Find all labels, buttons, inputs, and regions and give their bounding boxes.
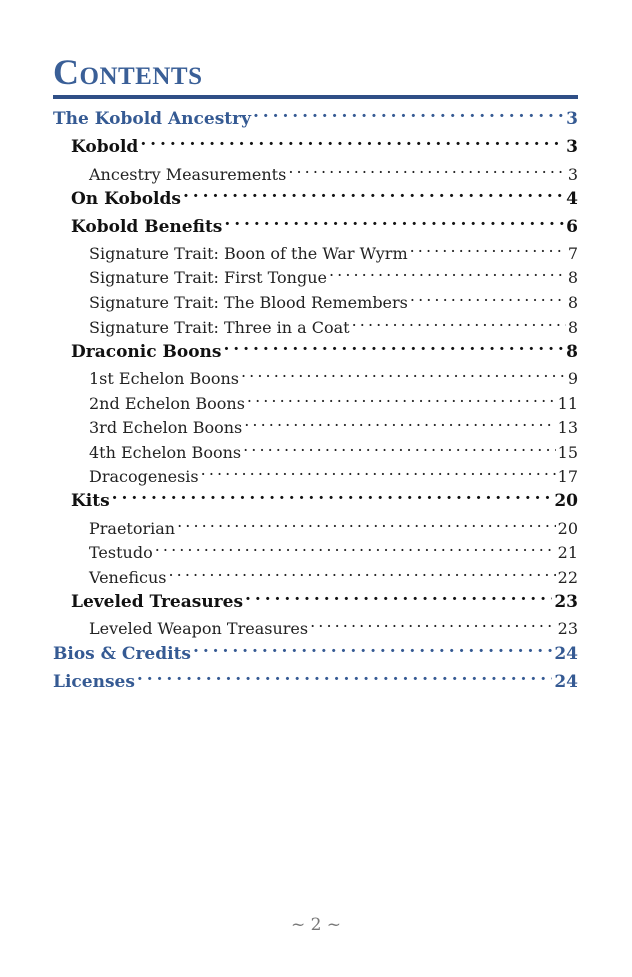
toc-entry-page: 3 xyxy=(567,165,578,184)
toc-entry-page: 7 xyxy=(567,244,578,263)
toc-leader-dots xyxy=(193,635,552,659)
toc-entry[interactable] xyxy=(53,559,578,587)
page-number-footer: ~ 2 ~ xyxy=(290,915,342,935)
toc-leader-dots xyxy=(201,458,556,482)
toc-entry-page: 13 xyxy=(557,418,578,437)
toc-entry-label: On Kobolds xyxy=(71,189,181,209)
toc-entry[interactable] xyxy=(53,259,578,287)
toc-entry-label: Draconic Boons xyxy=(71,342,222,362)
toc-entry[interactable] xyxy=(53,583,578,612)
toc-entry-label: Testudo xyxy=(89,543,153,562)
toc-leader-dots xyxy=(241,360,566,384)
toc-leader-dots xyxy=(310,610,556,634)
toc-entry[interactable] xyxy=(53,610,578,638)
toc-entry-page: 21 xyxy=(557,543,578,562)
toc-entry[interactable] xyxy=(53,156,578,184)
toc-entry-page: 20 xyxy=(554,491,578,511)
toc-entry-label: 3rd Echelon Boons xyxy=(89,418,243,437)
toc-entry-page: 11 xyxy=(557,394,578,413)
toc-entry-page: 23 xyxy=(557,619,578,638)
toc-entry-page: 8 xyxy=(567,318,578,337)
toc-entry-page: 15 xyxy=(557,443,578,462)
toc-entry-label: Leveled Treasures xyxy=(71,592,244,612)
toc-entry-page: 8 xyxy=(567,268,578,287)
toc-entry-label: Kobold Benefits xyxy=(71,217,223,237)
toc-leader-dots xyxy=(253,100,564,124)
toc-entry[interactable] xyxy=(53,100,578,129)
toc-leader-dots xyxy=(410,235,566,259)
toc-entry-label: The Kobold Ancestry xyxy=(53,109,251,129)
toc-leader-dots xyxy=(140,128,564,152)
toc-entry[interactable] xyxy=(53,180,578,209)
toc-leader-dots xyxy=(112,482,553,506)
toc-leader-dots xyxy=(244,409,555,433)
toc-entry-label: Signature Trait: The Blood Remembers xyxy=(89,293,408,312)
toc-leader-dots xyxy=(247,385,556,409)
toc-entry-label: Veneficus xyxy=(89,568,167,587)
toc-leader-dots xyxy=(352,309,566,333)
toc-entry-page: 22 xyxy=(557,568,578,587)
toc-entry-label: Licenses xyxy=(53,672,135,692)
toc-entry[interactable] xyxy=(53,482,578,511)
toc-entry-label: Kobold xyxy=(71,137,139,157)
toc-entry[interactable] xyxy=(53,663,578,692)
toc-entry[interactable] xyxy=(53,510,578,538)
toc-entry-label: Leveled Weapon Treasures xyxy=(89,619,309,638)
toc-entry[interactable] xyxy=(53,385,578,413)
toc-entry-label: Signature Trait: Boon of the War Wyrm xyxy=(89,244,408,263)
toc-entry-page: 20 xyxy=(557,519,578,538)
toc-leader-dots xyxy=(183,180,564,204)
toc-leader-dots xyxy=(224,208,564,232)
toc-entry[interactable] xyxy=(53,284,578,312)
toc-entry-page: 8 xyxy=(567,293,578,312)
toc-entry-page: 23 xyxy=(554,592,578,612)
toc-entry-page: 24 xyxy=(554,644,578,664)
toc-leader-dots xyxy=(168,559,555,583)
toc-entry-page: 3 xyxy=(566,137,578,157)
toc-entry[interactable] xyxy=(53,333,578,362)
toc-entry-page: 8 xyxy=(566,342,578,362)
toc-entry-label: Dracogenesis xyxy=(89,467,199,486)
toc-leader-dots xyxy=(177,510,556,534)
toc-entry[interactable] xyxy=(53,534,578,562)
toc-entry-label: Signature Trait: Three in a Coat xyxy=(89,318,350,337)
toc-entry-label: Bios & Credits xyxy=(53,644,191,664)
toc-entry-page: 3 xyxy=(566,109,578,129)
toc-entry-label: 2nd Echelon Boons xyxy=(89,394,245,413)
toc-entry-label: Ancestry Measurements xyxy=(89,165,287,184)
toc-entry-page: 9 xyxy=(567,369,578,388)
toc-entry[interactable] xyxy=(53,434,578,462)
toc-entry-label: Signature Trait: First Tongue xyxy=(89,268,327,287)
toc-entry-page: 24 xyxy=(554,672,578,692)
toc-leader-dots xyxy=(245,583,552,607)
toc-leader-dots xyxy=(410,284,566,308)
title-rule xyxy=(53,95,578,99)
toc-entry[interactable] xyxy=(53,235,578,263)
toc-leader-dots xyxy=(243,434,556,458)
toc-entry[interactable] xyxy=(53,409,578,437)
toc-entry-page: 17 xyxy=(557,467,578,486)
toc-entry[interactable] xyxy=(53,128,578,157)
toc-entry-label: 4th Echelon Boons xyxy=(89,443,242,462)
toc-entry-page: 4 xyxy=(566,189,578,209)
toc-entry[interactable] xyxy=(53,360,578,388)
page-title: Contents xyxy=(53,52,203,92)
toc-leader-dots xyxy=(329,259,566,283)
toc-leader-dots xyxy=(288,156,566,180)
toc-entry[interactable] xyxy=(53,208,578,237)
toc-leader-dots xyxy=(155,534,556,558)
toc-entry[interactable] xyxy=(53,309,578,337)
toc-entry-label: 1st Echelon Boons xyxy=(89,369,239,388)
toc-entry[interactable] xyxy=(53,635,578,664)
toc-entry[interactable] xyxy=(53,458,578,486)
toc-leader-dots xyxy=(137,663,552,687)
toc-entry-page: 6 xyxy=(566,217,578,237)
toc-entry-label: Praetorian xyxy=(89,519,176,538)
toc-leader-dots xyxy=(223,333,564,357)
toc-entry-label: Kits xyxy=(71,491,110,511)
